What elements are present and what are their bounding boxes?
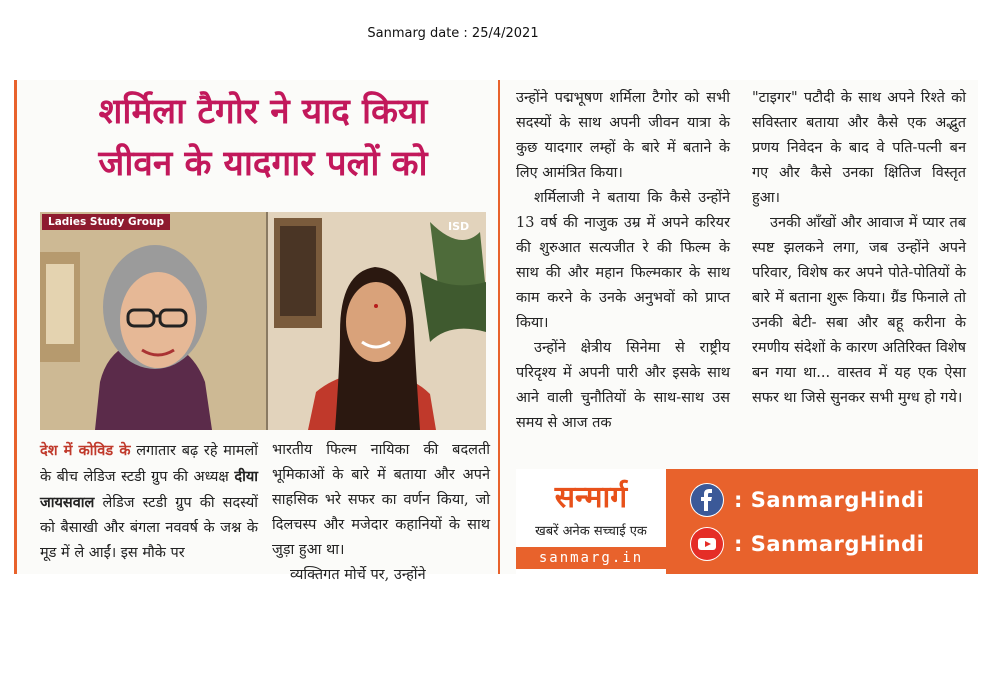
social-links: [666, 469, 978, 574]
youtube-link[interactable]: [690, 527, 924, 561]
column-1-highlight: देश में कोविड के: [40, 442, 131, 459]
column-1-text-a: लगातार बढ़ रहे मामलों के बीच लेडिज स्टडी ग्रुप की अध्यक्ष: [40, 443, 258, 485]
article-photo: [40, 212, 486, 430]
logo-wordmark: सन्मार्ग: [554, 480, 628, 515]
column-1: [40, 438, 258, 566]
column-1-name: दीया जायसवाल: [40, 468, 258, 511]
column-3: [516, 86, 730, 436]
photo-tag: Ladies Study Group: [42, 214, 170, 230]
left-column-rule: [14, 80, 17, 574]
column-2: [272, 438, 490, 588]
middle-column-rule: [498, 80, 500, 574]
column-3-paragraph-2: शर्मिलाजी ने बताया कि कैसे उन्होंने 13 वर्ष की नाजुक उम्र में अपने करियर की शुरुआत सत्यजीत रे की फिल्म के साथ की और महान फिल्मकार के साथ काम करने के उनके अनुभवों को प्राप्त किया।: [516, 190, 730, 331]
page-caption: Sanmarg date : 25/4/2021: [367, 26, 539, 41]
column-3-paragraph-1: उन्होंने पद्मभूषण शर्मिला टैगोर को सभी सदस्यों के साथ अपनी जीवन यात्रा के कुछ यादगार लम्हों के बारे में बताने के लिए आमंत्रित किया।: [516, 90, 730, 181]
newspaper-clipping: [14, 80, 978, 583]
youtube-handle: : SanmargHindi: [734, 532, 925, 556]
photo-corner-text: ISD: [448, 220, 470, 233]
facebook-icon: [690, 483, 724, 517]
headline-line-1: शर्मिला टैगोर ने याद किया: [98, 92, 428, 132]
column-4: [752, 86, 966, 411]
headline-line-2: जीवन के यादगार पलों को: [98, 144, 428, 184]
column-4-paragraph-1: "टाइगर" पटौदी के साथ अपने रिश्ते को सविस्तार बताया और कैसे एक अद्भुत प्रणय निवेदन के बाद वे पति-पत्नी बन गए और कैसे उनका क्षितिज विस्तृत हुआ।: [752, 90, 966, 206]
facebook-link[interactable]: [690, 483, 924, 517]
logo-tagline: खबरें अनेक सच्चाई एक: [535, 524, 647, 539]
facebook-handle: : SanmargHindi: [734, 488, 925, 512]
youtube-icon: [690, 527, 724, 561]
column-1-text-b: लेडिज स्टडी ग्रुप की सदस्यों को बैसाखी और बंगला नववर्ष के जश्न के मूड में ले आईं। इस मौके पर: [40, 495, 258, 561]
photo-illustration: [40, 212, 486, 430]
article-headline: [34, 86, 492, 190]
sanmarg-banner: [516, 469, 978, 574]
column-2-paragraph-1: भारतीय फिल्म नायिका की बदलती भूमिकाओं के बारे में बताया और अपने साहसिक भरे सफर का वर्णन किया, जो दिलचस्प और मजेदार कहानियों के साथ जुड़ा हुआ था।: [272, 442, 490, 558]
column-4-paragraph-2: उनकी आँखों और आवाज में प्यार तब स्पष्ट झलकने लगा, जब उन्होंने अपने परिवार, विशेष कर अपने पोते-पोतियों के बारे में बताना शुरू किया। ग्रैंड फिनाले तो उनकी बेटी- सबा और बहू करीना के रमणीय संदेशों के कारण अतिरिक्त विशेष बन गया था... वास्तव में यह एक ऐसा सफर था जिसे सुनकर सभी मुग्ध हो गये।: [752, 215, 966, 406]
column-3-paragraph-3: उन्होंने क्षेत्रीय सिनेमा से राष्ट्रीय परिदृश्य में अपनी पारी और इसके साथ आने वाली चुनौतियों के साथ-साथ उस समय से आज तक: [516, 340, 730, 431]
column-2-paragraph-2: व्यक्तिगत मोर्चे पर, उन्होंने: [290, 567, 426, 583]
sanmarg-logo: [516, 469, 666, 574]
logo-url: sanmarg.in: [516, 547, 666, 569]
